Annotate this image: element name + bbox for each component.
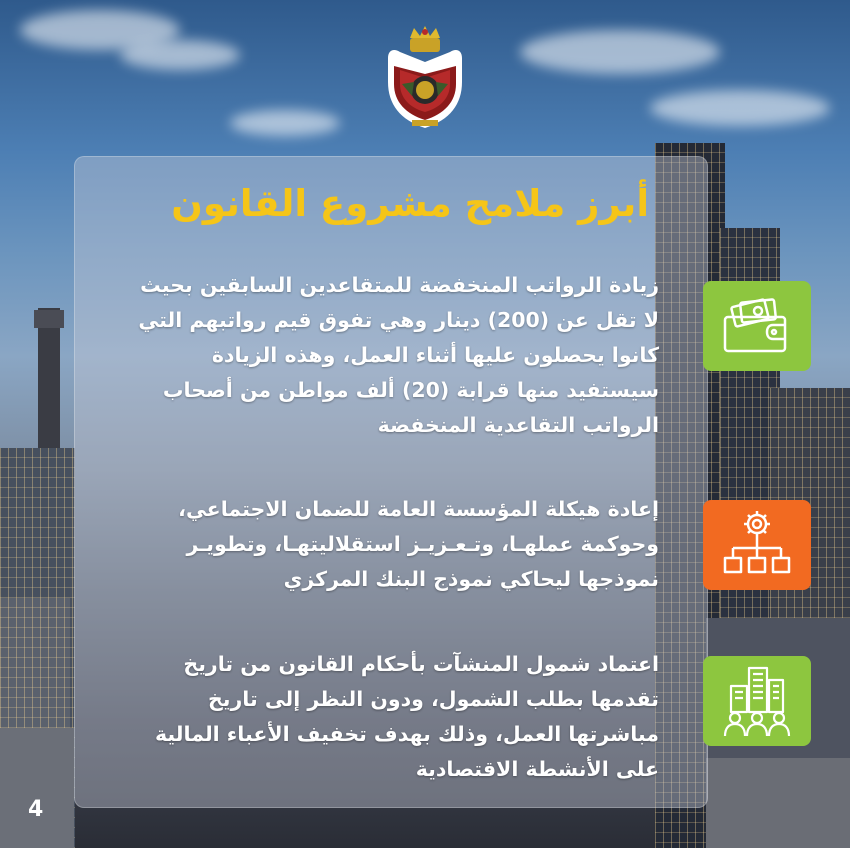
feature-2-line: وحوكمة عملهـا، وتـعـزيـز استقلاليتهـا، وتطويـر [186,532,659,556]
feature-3-line: اعتماد شمول المنشآت بأحكام القانون من تاريخ [183,652,659,676]
feature-1-line: الرواتب التقاعدية المنخفضة [377,413,659,437]
feature-3-line: مباشرتها العمل، وذلك بهدف تخفيف الأعباء المالية [155,722,659,746]
royal-crest-logo [382,24,468,132]
feature-2-line: إعادة هيكلة المؤسسة العامة للضمان الاجتماعي، [178,497,659,521]
feature-3-line: تقدمها بطلب الشمول، ودون النظر إلى تاريخ [208,687,659,711]
feature-2-line: نموذجها ليحاكي نموذج البنك المركزي [283,567,659,591]
feature-1-line: زيادة الرواتب المنخفضة للمتقاعدين السابقين بحيث [140,273,659,297]
page-number: 4 [28,797,44,822]
feature-icon-box-2 [703,500,811,590]
wallet-money-icon [703,281,811,371]
feature-icon-box-3 [703,656,811,746]
feature-text-3 [144,647,659,787]
page-title: أبرز ملامح مشروع القانون [171,182,649,225]
buildings-people-icon [703,656,811,746]
feature-icon-box-1 [703,281,811,371]
feature-text-1 [138,268,659,443]
feature-1-line: سيستفيد منها قرابة (20) ألف مواطن من أصحاب [162,378,659,402]
feature-text-2 [144,492,659,597]
org-structure-gear-icon [703,500,811,590]
feature-1-line: لا تقل عن (200) دينار وهي تفوق قيم رواتبهم التي [138,308,659,332]
feature-3-line: على الأنشطة الاقتصادية [415,757,659,781]
feature-1-line: كانوا يحصلون عليها أثناء العمل، وهذه الزيادة [211,343,659,367]
